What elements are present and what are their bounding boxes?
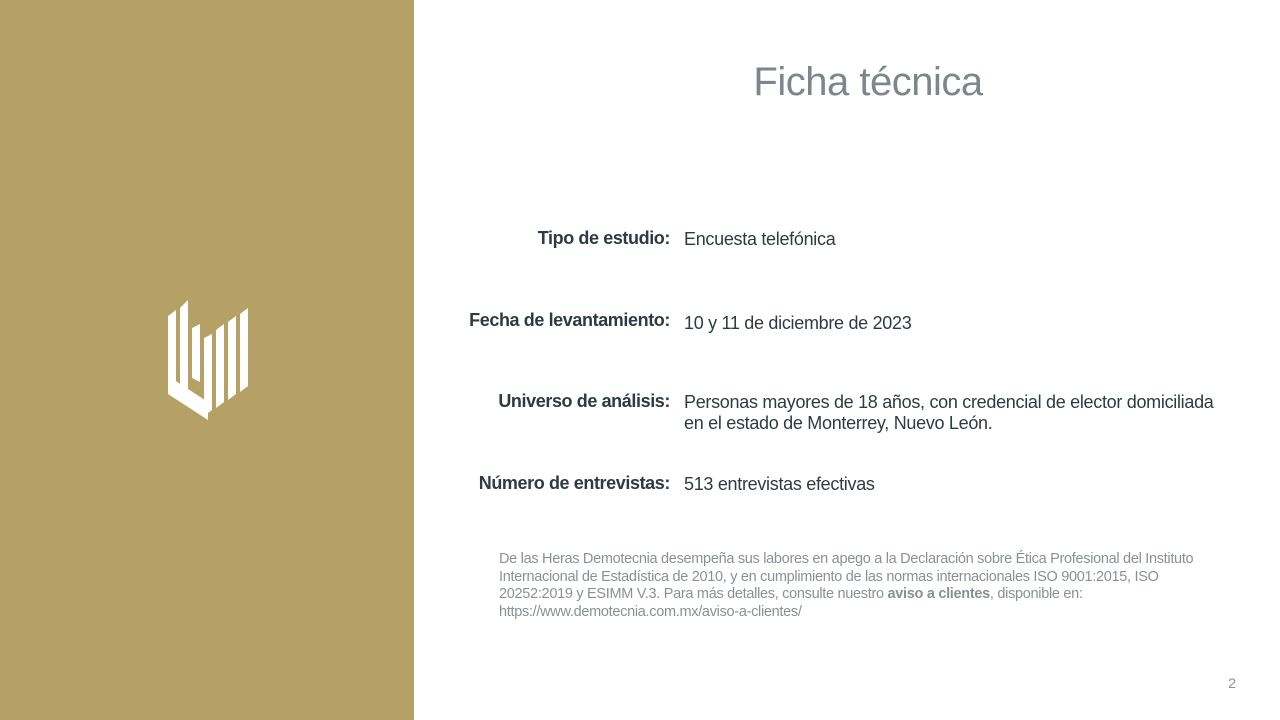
field-value: 10 y 11 de diciembre de 2023	[684, 313, 912, 333]
disclaimer-text-before: De las Heras Demotecnia desempeña sus labores en apego a la Declaración sobre Ética Profesional del Instituto Internacional de Estadística de 2010, y en cumplimiento de las normas internacionales ISO 9001:2015, ISO 20252:2019 y ESIMM V.3. Para más detalles, consulte nuestro	[499, 551, 1194, 602]
page-number: 2	[1228, 675, 1236, 691]
disclaimer-text	[499, 551, 1219, 621]
field-value: Personas mayores de 18 años, con credencial de elector domiciliada en el estado de Monterrey, Nuevo León.	[684, 392, 1214, 433]
disclaimer-text-after: , disponible en: https://www.demotecnia.com.mx/aviso-a-clientes/	[499, 586, 1083, 620]
field-value: Encuesta telefónica	[684, 229, 836, 249]
field-label: Universo de análisis:	[498, 391, 670, 411]
slide-title: Ficha técnica	[753, 60, 983, 104]
field-label: Fecha de levantamiento:	[469, 310, 670, 330]
field-label: Número de entrevistas:	[478, 473, 670, 493]
brand-side-panel	[0, 0, 414, 720]
demotecnia-logo-icon	[166, 298, 248, 420]
aviso-clientes-link[interactable]: aviso a clientes	[887, 586, 990, 602]
field-label: Tipo de estudio:	[537, 228, 670, 248]
field-value: 513 entrevistas efectivas	[684, 474, 875, 494]
